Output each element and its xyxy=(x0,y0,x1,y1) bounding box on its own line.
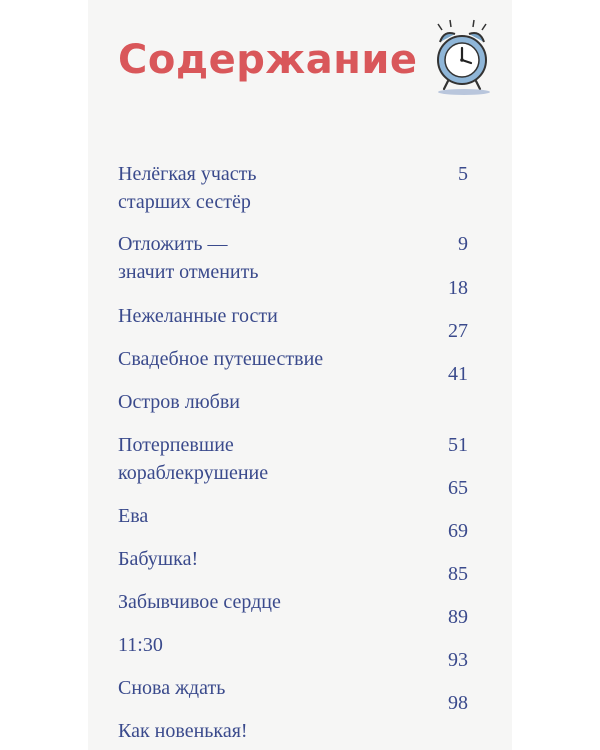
toc-item-page: 5 xyxy=(458,163,468,185)
toc-item-page: 41 xyxy=(448,363,468,385)
toc-item xyxy=(118,474,478,527)
toc-item-page: 51 xyxy=(448,434,468,456)
toc-item xyxy=(118,274,478,327)
toc-item xyxy=(118,403,478,484)
toc-item xyxy=(118,360,478,413)
toc-item-page: 98 xyxy=(448,692,468,714)
toc-item-title: Ева xyxy=(118,505,149,527)
toc-item xyxy=(118,317,478,370)
toc-item-title: Остров любви xyxy=(118,391,240,413)
toc-item-title: Свадебное путешествие xyxy=(118,348,324,370)
toc-item xyxy=(118,202,478,283)
toc-item xyxy=(118,560,478,613)
toc-item xyxy=(118,646,478,699)
toc-item-title: Нелёгкая участь старших сестёр xyxy=(118,163,257,213)
toc-item-page: 69 xyxy=(448,520,468,542)
toc-item-page: 18 xyxy=(448,277,468,299)
toc-item xyxy=(118,517,478,570)
toc-item-page: 65 xyxy=(448,477,468,499)
table-of-contents xyxy=(118,132,478,742)
toc-item xyxy=(118,132,478,213)
toc-item-title: 11:30 xyxy=(118,634,163,656)
toc-item-page: 89 xyxy=(448,606,468,628)
toc-item-page: 9 xyxy=(458,233,468,255)
toc-item-title: Отложить — значит отменить xyxy=(118,233,259,283)
toc-item-title: Потерпевшие кораблекрушение xyxy=(118,434,269,484)
toc-item-page: 27 xyxy=(448,320,468,342)
toc-item-title: Нежеланные гости xyxy=(118,305,278,327)
toc-item-title: Как новенькая! xyxy=(118,720,248,742)
toc-item-page: 85 xyxy=(448,563,468,585)
toc-item-page: 93 xyxy=(448,649,468,671)
toc-item xyxy=(118,689,478,742)
toc-item xyxy=(118,603,478,656)
toc-item-title: Бабушка! xyxy=(118,548,199,570)
alarm-clock-icon xyxy=(426,18,496,98)
toc-item-title: Забывчивое сердце xyxy=(118,591,281,613)
toc-item-title: Снова ждать xyxy=(118,677,226,699)
page-title: Содержание xyxy=(118,37,418,83)
